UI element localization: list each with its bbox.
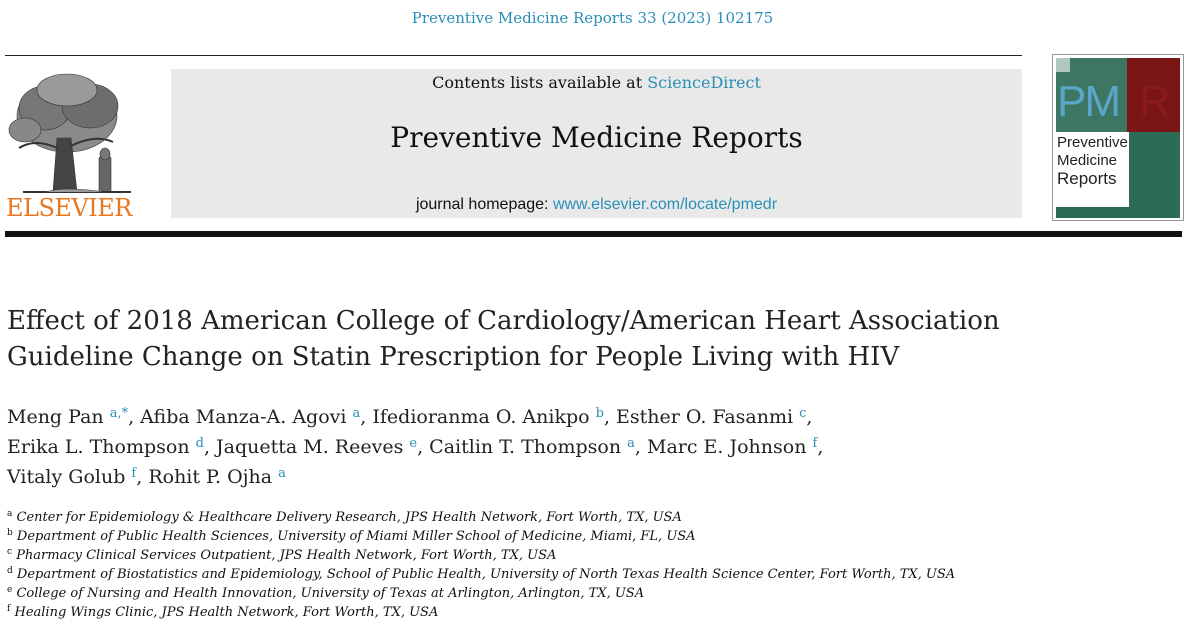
cover-title [1057, 134, 1128, 188]
article-title-line1: Effect of 2018 American College of Cardiology/American Heart Association [7, 306, 1000, 336]
author-name[interactable]: Marc E. Johnson [647, 436, 807, 458]
contents-line [171, 73, 1022, 92]
author-name[interactable]: Vitaly Golub [7, 466, 126, 488]
author-affiliation-mark[interactable]: a [278, 466, 286, 481]
author-affiliation-mark[interactable]: f [812, 436, 818, 451]
cover-logo-r: R [1139, 77, 1171, 126]
affiliation-list [7, 508, 1177, 622]
cover-title-line1: Preventive [1057, 134, 1128, 151]
author-affiliation-mark[interactable]: b [595, 406, 604, 421]
author-name[interactable]: Esther O. Fasanmi [616, 406, 794, 428]
author-name[interactable]: Ifedioranma O. Anikpo [372, 406, 590, 428]
cover-logo-pm: PM [1057, 77, 1119, 126]
author-affiliation-mark[interactable]: a,* [109, 406, 129, 421]
cover-title-line2: Medicine [1057, 152, 1118, 169]
affiliation-item [7, 603, 1177, 622]
affiliation-key: d [7, 566, 13, 576]
author-affiliation-mark[interactable]: a [627, 436, 635, 451]
affiliation-key: f [7, 604, 11, 614]
journal-title: Preventive Medicine Reports [390, 121, 803, 154]
header-rule [5, 55, 1022, 56]
affiliation-item [7, 584, 1177, 603]
author-affiliation-mark[interactable]: f [131, 466, 137, 481]
cover-title-line3: Reports [1057, 169, 1117, 188]
affiliation-key: a [7, 509, 13, 519]
author-name[interactable]: Meng Pan [7, 406, 104, 428]
article-title-line2: Guideline Change on Statin Prescription for People Living with HIV [7, 342, 900, 372]
affiliation-key: c [7, 547, 13, 557]
affiliation-item [7, 508, 1177, 527]
masthead-divider [5, 231, 1182, 237]
affiliation-text: Department of Public Health Sciences, University of Miami Miller School of Medicine, Miami, FL, USA [16, 529, 696, 544]
author-line: Erika L. Thompson $^d$, Jaquetta M. Reeves $^e$, Caitlin T. Thompson $^a$, Marc E. Johnson $^f$, [7, 436, 824, 458]
affiliation-item [7, 546, 1177, 565]
journal-citation[interactable]: Preventive Medicine Reports 33 (2023) 102175 [411, 9, 774, 27]
affiliation-text: Pharmacy Clinical Services Outpatient, JPS Health Network, Fort Worth, TX, USA [16, 548, 557, 563]
author-affiliation-mark[interactable]: d [195, 436, 204, 451]
affiliation-text: Department of Biostatistics and Epidemiology, School of Public Health, University of North Texas Health Science Center, Fort Worth, TX, USA [16, 567, 956, 582]
contents-prefix: Contents lists available at [432, 73, 648, 92]
author-affiliation-mark[interactable]: a [352, 406, 361, 421]
homepage-link[interactable]: www.elsevier.com/locate/pmedr [552, 196, 778, 213]
elsevier-wordmark: ELSEVIER [6, 194, 132, 222]
homepage-line [171, 196, 1022, 214]
author-line: Vitaly Golub $^f$, Rohit P. Ojha $^a$ [7, 466, 286, 488]
author-line: Meng Pan $^{a,*}$, Afiba Manza-A. Agovi $^a$, Ifedioranma O. Anikpo $^b$, Esther O. Fasanmi $^c$, [7, 406, 813, 428]
journal-cover-thumbnail[interactable] [1052, 54, 1184, 221]
affiliation-text: College of Nursing and Health Innovation, University of Texas at Arlington, Arlington, TX, USA [16, 586, 645, 601]
author-name[interactable]: Rohit P. Ojha [148, 466, 273, 488]
article-title [7, 303, 1157, 375]
author-name[interactable]: Jaquetta M. Reeves [216, 436, 404, 458]
affiliation-text: Center for Epidemiology & Healthcare Delivery Research, JPS Health Network, Fort Worth, TX, USA [16, 510, 682, 525]
author-affiliation-mark[interactable]: e [409, 436, 418, 451]
author-name[interactable]: Caitlin T. Thompson [429, 436, 622, 458]
author-affiliation-mark[interactable]: c [799, 406, 807, 421]
affiliation-text: Healing Wings Clinic, JPS Health Network, Fort Worth, TX, USA [14, 605, 439, 620]
affiliation-key: e [7, 585, 13, 595]
author-name[interactable]: Afiba Manza-A. Agovi [140, 406, 347, 428]
homepage-prefix: journal homepage: [415, 196, 553, 213]
author-list [7, 402, 1177, 492]
affiliation-key: b [7, 528, 13, 538]
affiliation-item [7, 527, 1177, 546]
sciencedirect-link[interactable]: ScienceDirect [647, 73, 761, 92]
affiliation-item [7, 565, 1177, 584]
journal-masthead [171, 69, 1022, 218]
author-name[interactable]: Erika L. Thompson [7, 436, 190, 458]
